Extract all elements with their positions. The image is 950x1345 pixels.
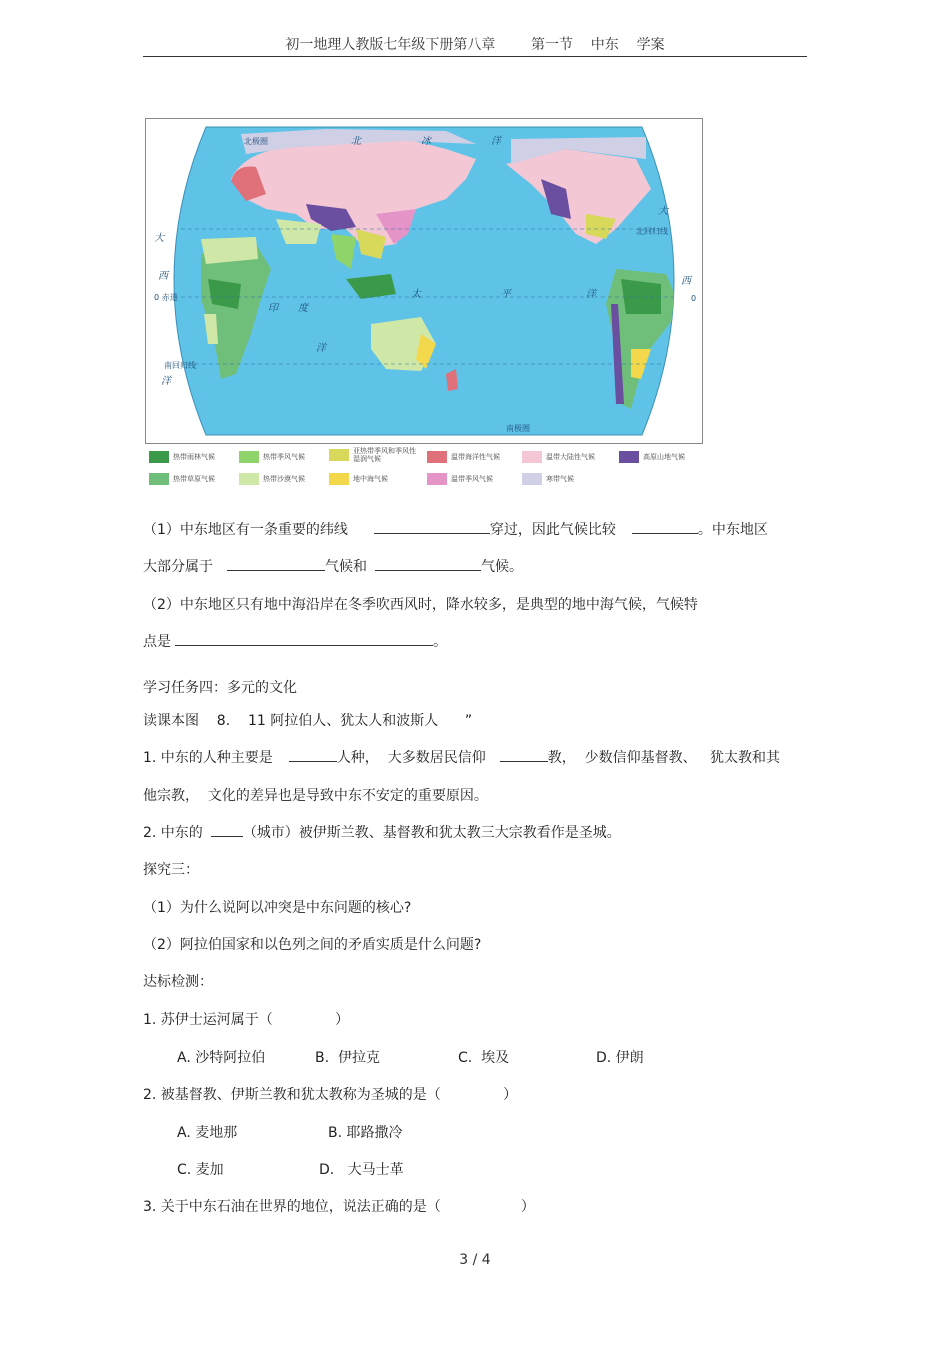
legend-item: 温带大陆性气候 <box>522 450 595 464</box>
label-atl-xi: 西 <box>681 276 691 287</box>
legend-swatch <box>149 473 169 485</box>
check-q2: 2. 被基督教、伊斯兰教和犹太教称为圣城的是（ ） <box>143 1087 518 1103</box>
blank-holy-city[interactable] <box>211 822 243 837</box>
label-antarctic-circle: 南极圈 <box>506 424 530 433</box>
label-yang: 洋 <box>491 136 501 147</box>
legend-item: 高原山地气候 <box>619 450 685 464</box>
reading-instruction: 读课本图 8. 11 阿拉伯人、犹太人和波斯人 ” <box>143 713 473 729</box>
label-atl-da: 大 <box>658 206 668 217</box>
blank-climate-1[interactable] <box>227 556 325 571</box>
explore-q1: （1）为什么说阿以冲突是中东问题的核心? <box>143 900 412 916</box>
legend-swatch <box>522 451 542 463</box>
label-indian-yin: 印 <box>268 303 278 314</box>
blank-latitude[interactable] <box>374 519 490 534</box>
label-tropic-north: 北回归线 <box>636 227 668 236</box>
question-1-line-1: （1）中东地区有一条重要的纬线 穿过，因此气候比较 。中东地区 <box>143 519 768 539</box>
label-west-xi: 西 <box>158 271 168 282</box>
check-q1-option-d[interactable]: D. 伊朗 <box>596 1050 644 1066</box>
page-header <box>143 34 807 57</box>
header-section: 第一节 中东 学案 <box>531 37 665 53</box>
check-q2-option-c[interactable]: C. 麦加 <box>177 1162 224 1178</box>
page-number: 3 / 4 <box>459 1252 491 1268</box>
blank-race[interactable] <box>289 747 337 762</box>
blank-religion[interactable] <box>500 747 548 762</box>
check-q1-option-a[interactable]: A. 沙特阿拉伯 <box>177 1050 266 1066</box>
label-tropic-south: 南回归线 <box>164 361 196 370</box>
task-4-heading: 学习任务四：多元的文化 <box>143 680 297 696</box>
legend-item: 热带季风气候 <box>239 450 305 464</box>
check-q2-option-b[interactable]: B. 耶路撒冷 <box>328 1125 403 1141</box>
check-q1-option-c[interactable]: C. 埃及 <box>458 1050 510 1066</box>
legend-swatch <box>239 451 259 463</box>
culture-q1-line-2: 他宗教， 文化的差异也是导致中东不安定的重要原因。 <box>143 788 488 804</box>
label-atl-west-da: 大 <box>154 233 164 244</box>
legend-item: 热带草原气候 <box>149 472 215 486</box>
question-1-line-2: 大部分属于 气候和 气候。 <box>143 556 523 576</box>
legend-swatch <box>619 451 639 463</box>
legend-item: 亚热带季风和季风性湿润气候 <box>329 448 419 462</box>
question-2-line-1: （2）中东地区只有地中海沿岸在冬季吹西风时，降水较多，是典型的地中海气候，气候特 <box>143 597 698 613</box>
label-west-yang: 洋 <box>161 376 171 387</box>
legend-swatch <box>239 473 259 485</box>
legend-swatch <box>149 451 169 463</box>
check-q1-option-b[interactable]: B. 伊拉克 <box>315 1050 380 1066</box>
blank-climate-2[interactable] <box>375 556 481 571</box>
map-frame <box>145 118 703 444</box>
world-climate-map <box>146 119 702 443</box>
label-pacific-yang: 洋 <box>586 289 596 300</box>
check-heading: 达标检测： <box>143 974 213 990</box>
explore-q2: （2）阿拉伯国家和以色列之间的矛盾实质是什么问题? <box>143 937 482 953</box>
legend-swatch <box>522 473 542 485</box>
amazon <box>621 279 661 314</box>
legend-item: 热带沙漠气候 <box>239 472 305 486</box>
check-q2-option-a[interactable]: A. 麦地那 <box>177 1125 238 1141</box>
legend-swatch <box>427 451 447 463</box>
map-legend <box>147 448 703 488</box>
label-east-zero: 0 <box>691 294 697 303</box>
explore-3-heading: 探究三： <box>143 862 199 878</box>
legend-item: 寒带气候 <box>522 472 574 486</box>
climate-map <box>145 118 703 490</box>
legend-item: 地中海气候 <box>329 472 388 486</box>
blank-climate-features[interactable] <box>175 631 433 646</box>
label-ice: 冰 <box>421 136 431 147</box>
label-north: 北 <box>351 136 361 147</box>
label-indian-yang: 洋 <box>316 343 326 354</box>
check-q3: 3. 关于中东石油在世界的地位，说法正确的是（ ） <box>143 1199 535 1215</box>
culture-q2: 2. 中东的 （城市）被伊斯兰教、基督教和犹太教三大宗教看作是圣城。 <box>143 822 621 842</box>
label-arctic-circle: 北极圈 <box>244 137 268 146</box>
label-pacific-ping: 平 <box>501 289 511 300</box>
culture-q1-line-1: 1. 中东的人种主要是 人种， 大多数居民信仰 教， 少数信仰基督教、 犹太教和其 <box>143 747 780 767</box>
label-equator: 0 赤道 <box>154 293 178 302</box>
blank-climate-trait[interactable] <box>632 519 698 534</box>
legend-item: 温带海洋性气候 <box>427 450 500 464</box>
check-q2-option-d[interactable]: D. 大马士革 <box>319 1162 404 1178</box>
legend-swatch <box>329 449 349 461</box>
legend-swatch <box>329 473 349 485</box>
label-indian-du: 度 <box>298 303 308 314</box>
legend-item: 热带雨林气候 <box>149 450 215 464</box>
check-q1: 1. 苏伊士运河属于（ ） <box>143 1012 350 1028</box>
header-title: 初一地理人教版七年级下册第八章 <box>285 37 496 53</box>
legend-item: 温带季风气候 <box>427 472 493 486</box>
label-pacific-tai: 太 <box>411 289 421 300</box>
legend-swatch <box>427 473 447 485</box>
question-2-line-2: 点是 。 <box>143 631 447 651</box>
